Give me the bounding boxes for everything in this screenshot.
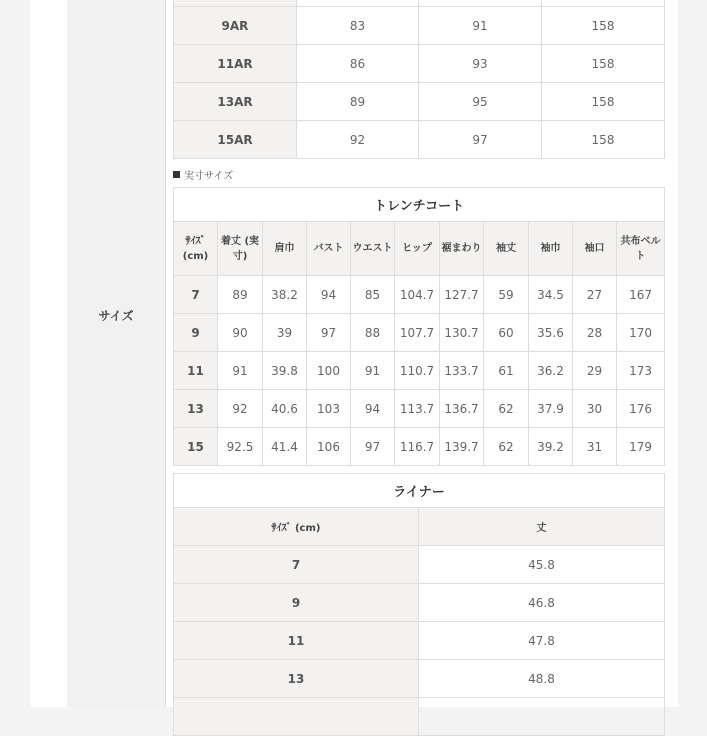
measurement-cell: 85 bbox=[351, 276, 395, 314]
trench-coat-header-row bbox=[174, 222, 665, 276]
measurement-cell: 31 bbox=[573, 428, 617, 466]
product-detail-page bbox=[30, 0, 678, 707]
measurement-cell: 158 bbox=[542, 45, 665, 83]
measurement-cell: 93 bbox=[419, 45, 542, 83]
measurement-cell: 47.8 bbox=[419, 622, 665, 660]
table-row bbox=[174, 390, 665, 428]
size-label-cell: 15 bbox=[174, 428, 218, 466]
column-header: ウエスト bbox=[351, 222, 395, 276]
actual-size-note-text: 実寸サイズ bbox=[184, 171, 234, 182]
trench-coat-size-table bbox=[173, 187, 665, 466]
measurement-cell: 176 bbox=[617, 390, 665, 428]
size-label-cell: 15AR bbox=[174, 121, 297, 159]
size-label-cell: 11 bbox=[174, 622, 419, 660]
measurement-cell: 92.5 bbox=[218, 428, 263, 466]
measurement-cell: 90 bbox=[218, 314, 263, 352]
table-row bbox=[174, 276, 665, 314]
measurement-cell: 91 bbox=[351, 352, 395, 390]
column-header: バスト bbox=[307, 222, 351, 276]
measurement-cell: 139.7 bbox=[440, 428, 484, 466]
measurement-cell: 83 bbox=[297, 7, 419, 45]
measurement-cell: 158 bbox=[542, 83, 665, 121]
size-label-cell: 13 bbox=[174, 660, 419, 698]
measurement-cell: 97 bbox=[307, 314, 351, 352]
measurement-cell: 94 bbox=[351, 390, 395, 428]
column-header: 袖丈 bbox=[484, 222, 529, 276]
measurement-cell: 94 bbox=[307, 276, 351, 314]
measurement-cell: 89 bbox=[297, 83, 419, 121]
measurement-cell: 103 bbox=[307, 390, 351, 428]
column-header: 袖巾 bbox=[529, 222, 573, 276]
table-row bbox=[174, 352, 665, 390]
size-table-top bbox=[173, 0, 665, 159]
measurement-cell: 106 bbox=[307, 428, 351, 466]
measurement-cell: 91 bbox=[419, 7, 542, 45]
column-header: 袖口 bbox=[573, 222, 617, 276]
measurement-cell: 89 bbox=[218, 276, 263, 314]
measurement-cell: 46.8 bbox=[419, 584, 665, 622]
measurement-cell: 167 bbox=[617, 276, 665, 314]
square-bullet-icon bbox=[173, 171, 180, 178]
liner-body bbox=[174, 546, 665, 736]
measurement-cell: 130.7 bbox=[440, 314, 484, 352]
measurement-cell: 34.5 bbox=[529, 276, 573, 314]
measurement-cell: 39.8 bbox=[263, 352, 307, 390]
measurement-cell: 62 bbox=[484, 428, 529, 466]
size-label-cell: 7 bbox=[174, 546, 419, 584]
column-header: ｻｲｽﾞ (cm) bbox=[174, 508, 419, 546]
size-table-top-body bbox=[174, 0, 665, 159]
measurement-cell: 116.7 bbox=[395, 428, 440, 466]
table-row bbox=[174, 428, 665, 466]
liner-size-table bbox=[173, 473, 665, 736]
measurement-cell: 40.6 bbox=[263, 390, 307, 428]
measurement-cell: 95 bbox=[419, 83, 542, 121]
size-label-cell: 9 bbox=[174, 584, 419, 622]
table-row bbox=[174, 314, 665, 352]
measurement-cell: 27 bbox=[573, 276, 617, 314]
column-header: 裾まわり bbox=[440, 222, 484, 276]
trench-coat-title: トレンチコート bbox=[174, 188, 665, 222]
measurement-cell: 60 bbox=[484, 314, 529, 352]
size-label-cell: 13AR bbox=[174, 83, 297, 121]
measurement-cell: 104.7 bbox=[395, 276, 440, 314]
column-header: 丈 bbox=[419, 508, 665, 546]
liner-title: ライナー bbox=[174, 474, 665, 508]
measurement-cell: 113.7 bbox=[395, 390, 440, 428]
size-label-cell: 13 bbox=[174, 390, 218, 428]
table-row bbox=[174, 7, 665, 45]
measurement-cell: 97 bbox=[351, 428, 395, 466]
measurement-cell: 110.7 bbox=[395, 352, 440, 390]
table-row bbox=[174, 698, 665, 736]
table-row bbox=[174, 546, 665, 584]
measurement-cell: 173 bbox=[617, 352, 665, 390]
measurement-cell: 30 bbox=[573, 390, 617, 428]
size-section-label: サイズ bbox=[98, 309, 134, 323]
measurement-cell: 28 bbox=[573, 314, 617, 352]
measurement-cell bbox=[419, 698, 665, 736]
measurement-cell: 38.2 bbox=[263, 276, 307, 314]
spec-label-column bbox=[67, 0, 166, 707]
measurement-cell: 179 bbox=[617, 428, 665, 466]
measurement-cell: 92 bbox=[218, 390, 263, 428]
measurement-cell: 100 bbox=[307, 352, 351, 390]
measurement-cell: 158 bbox=[542, 7, 665, 45]
table-row bbox=[174, 45, 665, 83]
measurement-cell: 86 bbox=[297, 45, 419, 83]
measurement-cell: 29 bbox=[573, 352, 617, 390]
table-row bbox=[174, 584, 665, 622]
size-label-cell bbox=[174, 698, 419, 736]
measurement-cell: 170 bbox=[617, 314, 665, 352]
measurement-cell: 39.2 bbox=[529, 428, 573, 466]
table-row bbox=[174, 660, 665, 698]
column-header: 着丈 (実寸) bbox=[218, 222, 263, 276]
liner-header-row bbox=[174, 508, 665, 546]
measurement-cell: 127.7 bbox=[440, 276, 484, 314]
measurement-cell: 35.6 bbox=[529, 314, 573, 352]
measurement-cell: 91 bbox=[218, 352, 263, 390]
measurement-cell: 45.8 bbox=[419, 546, 665, 584]
measurement-cell: 136.7 bbox=[440, 390, 484, 428]
column-header: 共布ベルト bbox=[617, 222, 665, 276]
size-label-cell: 9AR bbox=[174, 7, 297, 45]
measurement-cell: 39 bbox=[263, 314, 307, 352]
size-label-cell: 11 bbox=[174, 352, 218, 390]
size-label-cell: 7 bbox=[174, 276, 218, 314]
measurement-cell: 97 bbox=[419, 121, 542, 159]
actual-size-note bbox=[173, 167, 233, 182]
measurement-cell: 133.7 bbox=[440, 352, 484, 390]
trench-coat-body bbox=[174, 276, 665, 466]
column-header: 肩巾 bbox=[263, 222, 307, 276]
measurement-cell: 36.2 bbox=[529, 352, 573, 390]
measurement-cell: 92 bbox=[297, 121, 419, 159]
table-row bbox=[174, 121, 665, 159]
measurement-cell: 41.4 bbox=[263, 428, 307, 466]
measurement-cell: 158 bbox=[542, 121, 665, 159]
measurement-cell: 59 bbox=[484, 276, 529, 314]
measurement-cell: 61 bbox=[484, 352, 529, 390]
measurement-cell: 37.9 bbox=[529, 390, 573, 428]
measurement-cell: 107.7 bbox=[395, 314, 440, 352]
column-header: ｻｲｽﾞ (cm) bbox=[174, 222, 218, 276]
size-label-cell: 11AR bbox=[174, 45, 297, 83]
table-row bbox=[174, 83, 665, 121]
measurement-cell: 48.8 bbox=[419, 660, 665, 698]
measurement-cell: 88 bbox=[351, 314, 395, 352]
measurement-cell: 62 bbox=[484, 390, 529, 428]
column-header: ヒップ bbox=[395, 222, 440, 276]
table-row bbox=[174, 622, 665, 660]
size-label-cell: 9 bbox=[174, 314, 218, 352]
